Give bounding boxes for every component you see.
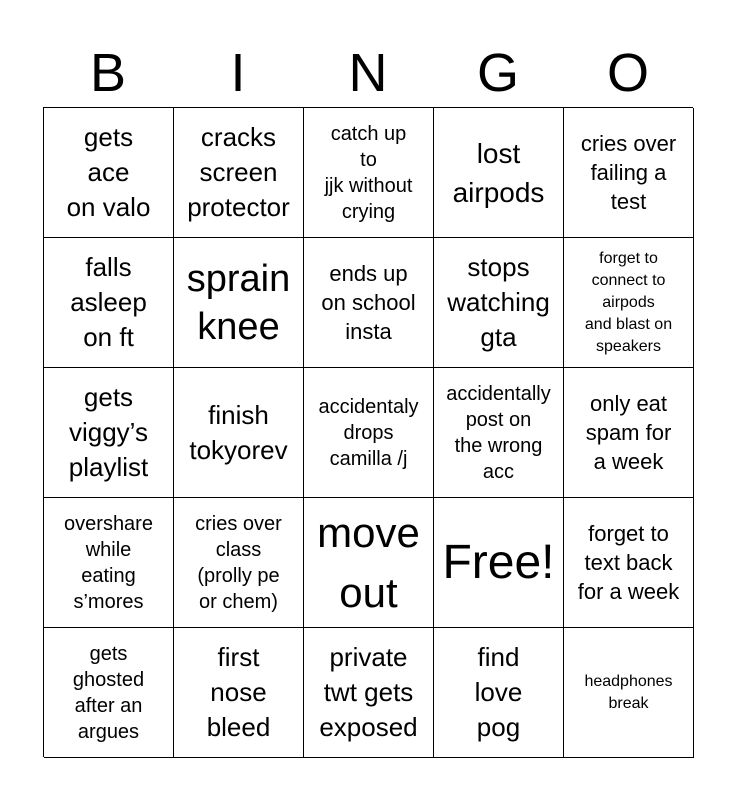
header-letter-i: I — [230, 43, 246, 103]
bingo-cell: forget to text back for a week — [564, 498, 694, 628]
bingo-cell: finish tokyorev — [174, 368, 304, 498]
bingo-cell: forget to connect to airpods and blast on speakers — [564, 238, 694, 368]
bingo-cell: first nose bleed — [174, 628, 304, 758]
bingo-cell: falls asleep on ft — [44, 238, 174, 368]
bingo-cell: lost airpods — [434, 108, 564, 238]
bingo-cell: private twt gets exposed — [304, 628, 434, 758]
header-letter-b: B — [89, 43, 127, 103]
bingo-cell: gets ghosted after an argues — [44, 628, 174, 758]
bingo-cell: stops watching gta — [434, 238, 564, 368]
bingo-cell: gets viggy’s playlist — [44, 368, 174, 498]
bingo-cell: move out — [304, 498, 434, 628]
bingo-cell: cracks screen protector — [174, 108, 304, 238]
bingo-cell: accidentally post on the wrong acc — [434, 368, 564, 498]
bingo-cell: accidentaly drops camilla /j — [304, 368, 434, 498]
bingo-cell: find love pog — [434, 628, 564, 758]
bingo-grid — [43, 107, 693, 757]
bingo-cell: catch up to jjk without crying — [304, 108, 434, 238]
bingo-cell: headphones break — [564, 628, 694, 758]
bingo-cell: ends up on school insta — [304, 238, 434, 368]
bingo-cell: only eat spam for a week — [564, 368, 694, 498]
free-space-cell: Free! — [434, 498, 564, 628]
bingo-cell: gets ace on valo — [44, 108, 174, 238]
header-letter-n: N — [348, 43, 388, 103]
bingo-cell: overshare while eating s’mores — [44, 498, 174, 628]
bingo-cell: cries over class (prolly pe or chem) — [174, 498, 304, 628]
bingo-cell: sprain knee — [174, 238, 304, 368]
header-letter-o: O — [606, 43, 649, 103]
bingo-cell: cries over failing a test — [564, 108, 694, 238]
bingo-header — [43, 40, 693, 106]
header-letter-g: G — [476, 43, 519, 103]
